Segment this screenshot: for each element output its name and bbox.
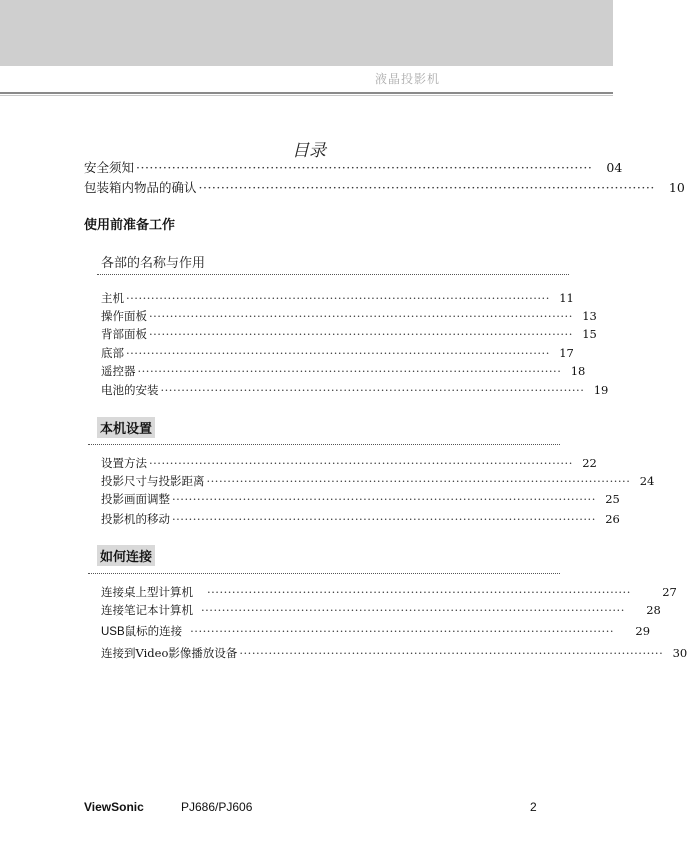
leader-dots: ······································································································ [198,180,655,195]
toc-entry-label: 安全须知 [84,160,135,175]
footer-brand: ViewSonic [84,800,144,814]
toc-entry-label: 投影机的移动 [101,512,170,526]
toc-title: 目录 [292,141,326,161]
toc-entry-safety[interactable] [84,158,623,176]
leader-dots: ······································································································ [239,646,664,660]
toc-entry-label: 包装箱内物品的确认 [84,180,197,195]
toc-entry-label: 连接到Video影像播放设备 [101,646,238,660]
header-rule-thin [0,95,613,96]
dotted-rule [88,444,560,445]
header-band [0,0,613,66]
toc-entry-page: 25 [605,492,620,506]
toc-entry-label: 底部 [101,346,124,360]
leader-dots: ······································································································ [172,492,596,506]
leader-dots: ······································································································ [201,603,625,617]
section-heading-preparation: 使用前准备工作 [84,218,176,233]
toc-entry-control-panel[interactable] [101,308,597,324]
toc-entry-label: 遥控器 [101,364,136,378]
toc-entry-video[interactable] [101,645,687,661]
toc-entry-rear-panel[interactable] [101,326,597,342]
footer-page-number: 2 [530,800,537,814]
header-title: 液晶投影机 [375,72,441,86]
toc-entry-page: 28 [646,603,661,617]
toc-entry-image-adjust[interactable] [101,491,620,507]
footer-model: PJ686/PJ606 [181,800,253,814]
leader-dots: ······································································································ [149,327,573,341]
toc-entry-label: USB鼠标的连接 [101,626,183,638]
leader-dots: ······································································································ [149,456,573,470]
toc-entry-notebook[interactable] [101,602,661,618]
toc-entry-desktop[interactable] [101,584,677,600]
toc-entry-page: 10 [668,180,685,195]
toc-entry-label: 操作面板 [101,309,147,323]
toc-entry-battery[interactable] [101,382,609,398]
toc-entry-page: 04 [606,160,623,175]
toc-entry-label: 设置方法 [101,456,147,470]
toc-entry-page: 13 [582,309,597,323]
toc-entry-page: 17 [559,346,574,360]
toc-entry-page: 24 [639,474,655,488]
toc-entry-page: 18 [570,364,586,378]
section-heading-setup: 本机设置 [97,417,155,438]
toc-entry-label: 投影尺寸与投影距离 [101,474,205,488]
toc-entry-page: 15 [582,327,597,341]
leader-dots: ······································································································ [206,474,631,488]
toc-entry-label: 主机 [101,291,124,305]
leader-dots: ······································································································ [160,383,585,397]
toc-entry-package[interactable] [84,178,685,196]
toc-entry-page: 27 [662,585,677,599]
section-heading-connection: 如何连接 [97,545,155,566]
header-rule [0,92,613,94]
toc-entry-label: 连接笔记本计算机 [101,603,193,617]
toc-entry-label: 连接桌上型计算机 [101,585,193,599]
dotted-rule [97,274,569,275]
leader-dots: ······································································································ [190,624,615,638]
toc-entry-page: 30 [672,646,687,660]
toc-entry-main-unit[interactable] [101,290,574,306]
leader-dots: ······································································································ [126,346,550,360]
toc-entry-remote[interactable] [101,363,586,379]
toc-entry-bottom[interactable] [101,345,574,361]
leader-dots: ······································································································ [126,291,550,305]
toc-entry-page: 26 [605,512,620,526]
leader-dots: ······································································································ [136,160,593,175]
leader-dots: ······································································································ [172,512,596,526]
toc-entry-usb-mouse[interactable] [101,623,651,639]
toc-entry-page: 29 [635,624,651,638]
toc-entry-label: 电池的安装 [101,383,159,397]
toc-entry-projection-size[interactable] [101,473,655,489]
toc-entry-page: 11 [559,291,574,305]
toc-entry-page: 22 [582,456,597,470]
leader-dots: ······································································································ [149,309,573,323]
toc-entry-label: 投影画面调整 [101,492,170,506]
toc-entry-setup-method[interactable] [101,455,597,471]
toc-entry-label: 背部面板 [101,327,147,341]
toc-entry-moving[interactable] [101,511,620,527]
toc-entry-page: 19 [593,383,609,397]
subsection-heading-parts: 各部的名称与作用 [101,256,206,271]
dotted-rule [88,573,560,574]
leader-dots: ······································································································ [207,585,631,599]
leader-dots: ······································································································ [137,364,562,378]
